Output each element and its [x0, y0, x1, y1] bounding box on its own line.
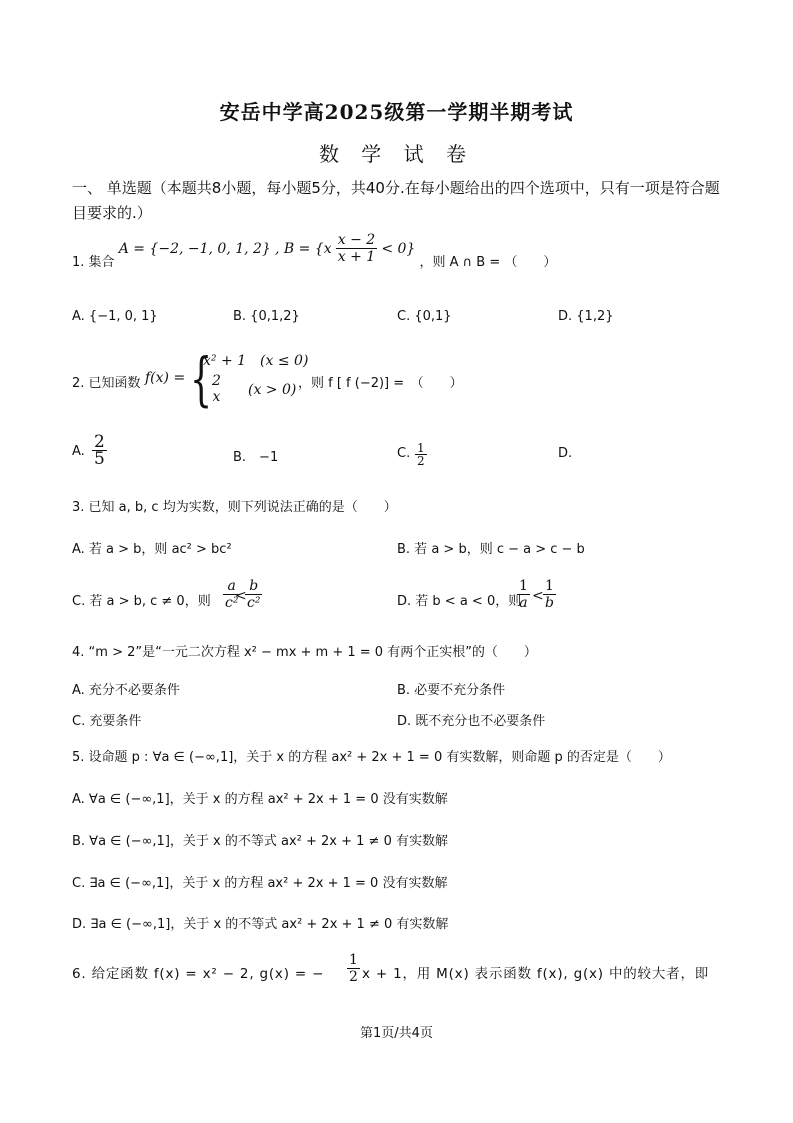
- q3-option-d-right-den: b: [545, 595, 554, 611]
- q6-frac-den: 2: [349, 969, 358, 985]
- q2-option-a-den: 5: [94, 449, 105, 469]
- question-2-prefix: 2. 已知函数: [72, 376, 141, 391]
- q4-option-a: A. 充分不必要条件: [72, 683, 180, 698]
- q2-option-d: D.: [558, 446, 573, 461]
- q3-option-c-right-num: b: [245, 578, 262, 595]
- q3-option-c-lt: <: [235, 588, 247, 604]
- q2-case2-fraction: [210, 373, 223, 405]
- q3-option-d-right-num: 1: [543, 578, 556, 595]
- q2-brace: {: [190, 345, 213, 413]
- page-footer: 第1页/共4页: [360, 1026, 433, 1041]
- q1-fraction: [336, 232, 377, 265]
- q1-frac-den: x + 1: [337, 249, 376, 265]
- q6-frac-num: 1: [349, 952, 358, 968]
- q1-set-b-pre: , B = {x: [274, 240, 332, 257]
- q3-option-c-left-num: a: [223, 578, 240, 595]
- q2-option-a-num: 2: [94, 432, 105, 452]
- q2-option-c-den: 2: [417, 454, 425, 468]
- q2-option-c-num: 1: [417, 441, 425, 455]
- q2-option-c-label: C.: [397, 446, 411, 461]
- q1-option-b: B. {0,1,2}: [233, 309, 300, 324]
- q4-option-c: C. 充要条件: [72, 714, 142, 729]
- q2-tail: ，则 f [ f (−2)] = （ ）: [298, 376, 463, 391]
- q3-option-d-left-den: a: [519, 595, 528, 611]
- q3-option-d-pre: D. 若 b < a < 0，则: [397, 594, 522, 609]
- q1-option-c: C. {0,1}: [397, 309, 452, 324]
- q1-set-a: A = {−2, −1, 0, 1, 2}: [118, 240, 271, 257]
- q1-set-b-post: < 0}: [381, 240, 416, 257]
- q3-option-c-pre: C. 若 a > b, c ≠ 0，则: [72, 594, 211, 609]
- q2-case2-num: 2: [212, 373, 221, 389]
- q5-option-a: A. ∀a ∈ (−∞,1]，关于 x 的方程 ax² + 2x + 1 = 0 没有实数解: [72, 792, 448, 807]
- q3-option-d-lt: <: [532, 588, 544, 604]
- q3-option-c-right-den: c²: [247, 595, 261, 611]
- q3-option-b: B. 若 a > b，则 c − a > c − b: [397, 542, 585, 557]
- question-4-stem: 4. “m > 2”是“一元二次方程 x² − mx + m + 1 = 0 有两个正实根”的（ ）: [72, 645, 537, 660]
- q2-option-b: B. −1: [233, 450, 279, 465]
- exam-subtitle: 数 学 试 卷: [318, 142, 475, 166]
- q2-option-c-fraction: [415, 442, 427, 467]
- q5-option-b: B. ∀a ∈ (−∞,1]，关于 x 的不等式 ax² + 2x + 1 ≠ 0 有实数解: [72, 834, 448, 849]
- q1-frac-num: x − 2: [337, 232, 376, 248]
- q2-option-a-fraction: [92, 434, 107, 467]
- exam-title: 安岳中学高2025级第一学期半期考试: [219, 100, 574, 124]
- q2-case2-cond: (x > 0): [248, 382, 297, 398]
- q6-fraction: [347, 952, 360, 985]
- q1-option-a: A. {−1, 0, 1}: [72, 309, 158, 324]
- q3-option-d-right-fraction: [543, 578, 556, 611]
- q2-case1: x² + 1 (x ≤ 0): [203, 353, 309, 369]
- q2-option-a-label: A.: [72, 444, 85, 459]
- q4-option-d: D. 既不充分也不必要条件: [397, 714, 546, 729]
- q1-option-d: D. {1,2}: [558, 309, 614, 324]
- q5-option-c: C. ∃a ∈ (−∞,1]，关于 x 的方程 ax² + 2x + 1 = 0 没有实数解: [72, 876, 448, 891]
- q1-tail: ，则 A ∩ B = （ ）: [419, 255, 557, 270]
- section-heading: 一、 单选题（本题共8小题，每小题5分，共40分.在每小题给出的四个选项中，只有一项是符合题目要求的.）: [72, 179, 720, 222]
- q3-option-a: A. 若 a > b，则 ac² > bc²: [72, 542, 232, 557]
- q1-prefix: 1. 集合: [72, 255, 115, 270]
- q2-fx: f(x) =: [145, 370, 186, 386]
- q3-option-d-left-fraction: [517, 578, 530, 611]
- q2-case2-den: x: [212, 389, 221, 405]
- q3-option-c-left-den: c²: [225, 595, 239, 611]
- q3-option-d-left-num: 1: [519, 578, 528, 594]
- q4-option-b: B. 必要不充分条件: [397, 683, 506, 698]
- q5-option-d: D. ∃a ∈ (−∞,1]，关于 x 的不等式 ax² + 2x + 1 ≠ 0 有实数解: [72, 917, 449, 932]
- question-6-post: x + 1，用 M(x) 表示函数 f(x), g(x) 中的较大者，即: [362, 966, 710, 982]
- question-1: [72, 232, 557, 277]
- q3-option-c-right-fraction: [245, 578, 262, 611]
- question-3-stem: 3. 已知 a, b, c 均为实数，则下列说法正确的是（ ）: [72, 500, 397, 515]
- question-5-stem: 5. 设命题 p : ∀a ∈ (−∞,1]，关于 x 的方程 ax² + 2x + 1 = 0 有实数解，则命题 p 的否定是（ ）: [72, 750, 671, 765]
- question-6-pre: 6. 给定函数 f(x) = x² − 2, g(x) = −: [72, 966, 325, 982]
